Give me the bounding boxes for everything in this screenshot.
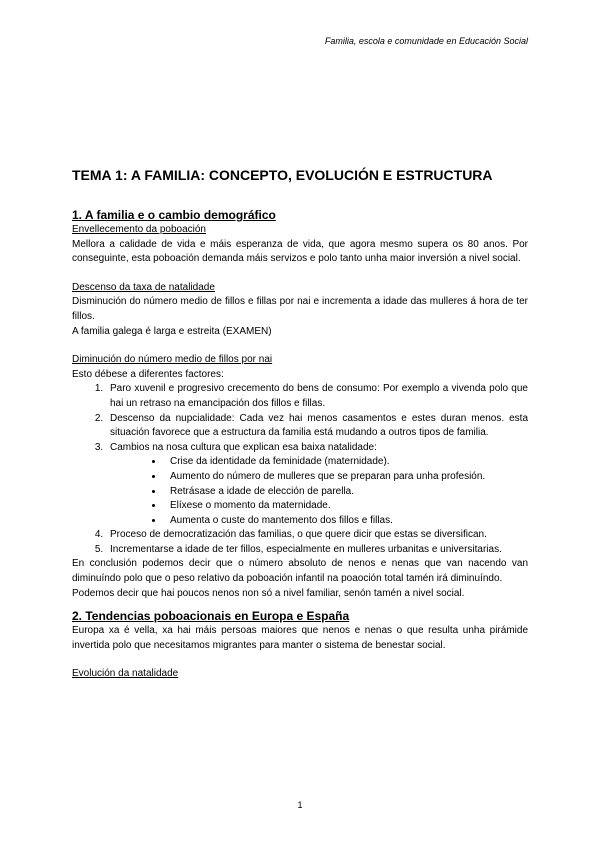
subsection-aging-heading: Envellecemento da poboación (72, 224, 206, 235)
list-item: • Aumento do número de mulleres que se preparan para unha profesión. (164, 470, 528, 485)
document-title: TEMA 1: A FAMILIA: CONCEPTO, EVOLUCIÓN E ESTRUCTURA (72, 167, 493, 183)
list-item: 1. Paro xuvenil e progresivo crecemento do bens de consumo: Por exemplo a vivenda polo que hai un retraso na emancipación dos fillos e fillas. (106, 382, 528, 411)
list-item (106, 441, 528, 529)
factors-list (72, 382, 528, 557)
cultural-changes-list (110, 455, 528, 528)
conclusion-paragraph: En conclusión podemos decir que o número absoluto de nenos e nenas que van nacendo van diminuíndo polo que o peso relativo da poboación infantil na poaoción total tamén irá diminuíndo. (72, 558, 528, 585)
running-header: Familia, escola e comunidade en Educación Social (324, 36, 528, 46)
conclusion-summary: Podemos decir que hai poucos nenos non só a nivel familiar, senón tamén a nivel social. (72, 587, 465, 599)
subsection-children-heading: Diminución do número medio de fillos por nai (72, 354, 273, 366)
page-number: 1 (297, 800, 303, 810)
list-item: 4. Proceso de democratización das familias, o que quere dicir que estas se diversifican. (106, 528, 528, 543)
list-item-text: Cambios na nosa cultura que explican esa baixa natalidade: (110, 441, 377, 453)
list-item: • Aumenta o custe do mantemento dos fillos e fillas. (164, 514, 528, 529)
list-item: • Elíxese o momento da maternidade. (164, 499, 528, 514)
europe-paragraph: Europa xa é vella, xa hai máis persoas maiores que nenos e nenas o que resulta unha pirámide invertida polo que necesitamos migrantes para manter o sistema de benestar social. (72, 625, 528, 651)
list-item: 2. Descenso da nupcialidade: Cada vez hai menos casamentos e estes duran menos. esta situación favorece que a estructura da familia está mudando a outros tipos de familia. (106, 412, 528, 441)
list-item: • Crise da identidade da feminidade (maternidade). (164, 455, 528, 470)
subsection-birthrate-heading: Descenso da taxa de natalidade (72, 281, 215, 293)
section-1-heading: 1. A familia e o cambio demográfico (72, 208, 276, 222)
birthrate-paragraph: Disminución do número medio de fillos e fillas por nai e incrementa a idade das mulleres á hora de ter fillos. (72, 296, 528, 322)
factors-intro: Esto débese a diferentes factores: (72, 368, 224, 380)
aging-paragraph: Mellora a calidade de vida e máis esperanza de vida, que agora mesmo supera os 80 anos. Por conseguinte, esta poboación demanda máis servizos e polo tanto unha maior inversión a nivel social. (72, 238, 528, 265)
list-item: • Retrásase a idade de elección de parella. (164, 485, 528, 500)
galician-family-note: A familia galega é larga e estreita (EXAMEN) (72, 325, 272, 337)
subsection-natality-evolution-heading: Evolución da natalidade (72, 668, 179, 680)
section-2-heading: 2. Tendencias poboacionais en Europa e España (72, 609, 350, 624)
list-item: 5. Incrementarse a idade de ter fillos, especialmente en mulleres urbanitas e universitarias. (106, 543, 528, 558)
page-content (72, 166, 528, 682)
